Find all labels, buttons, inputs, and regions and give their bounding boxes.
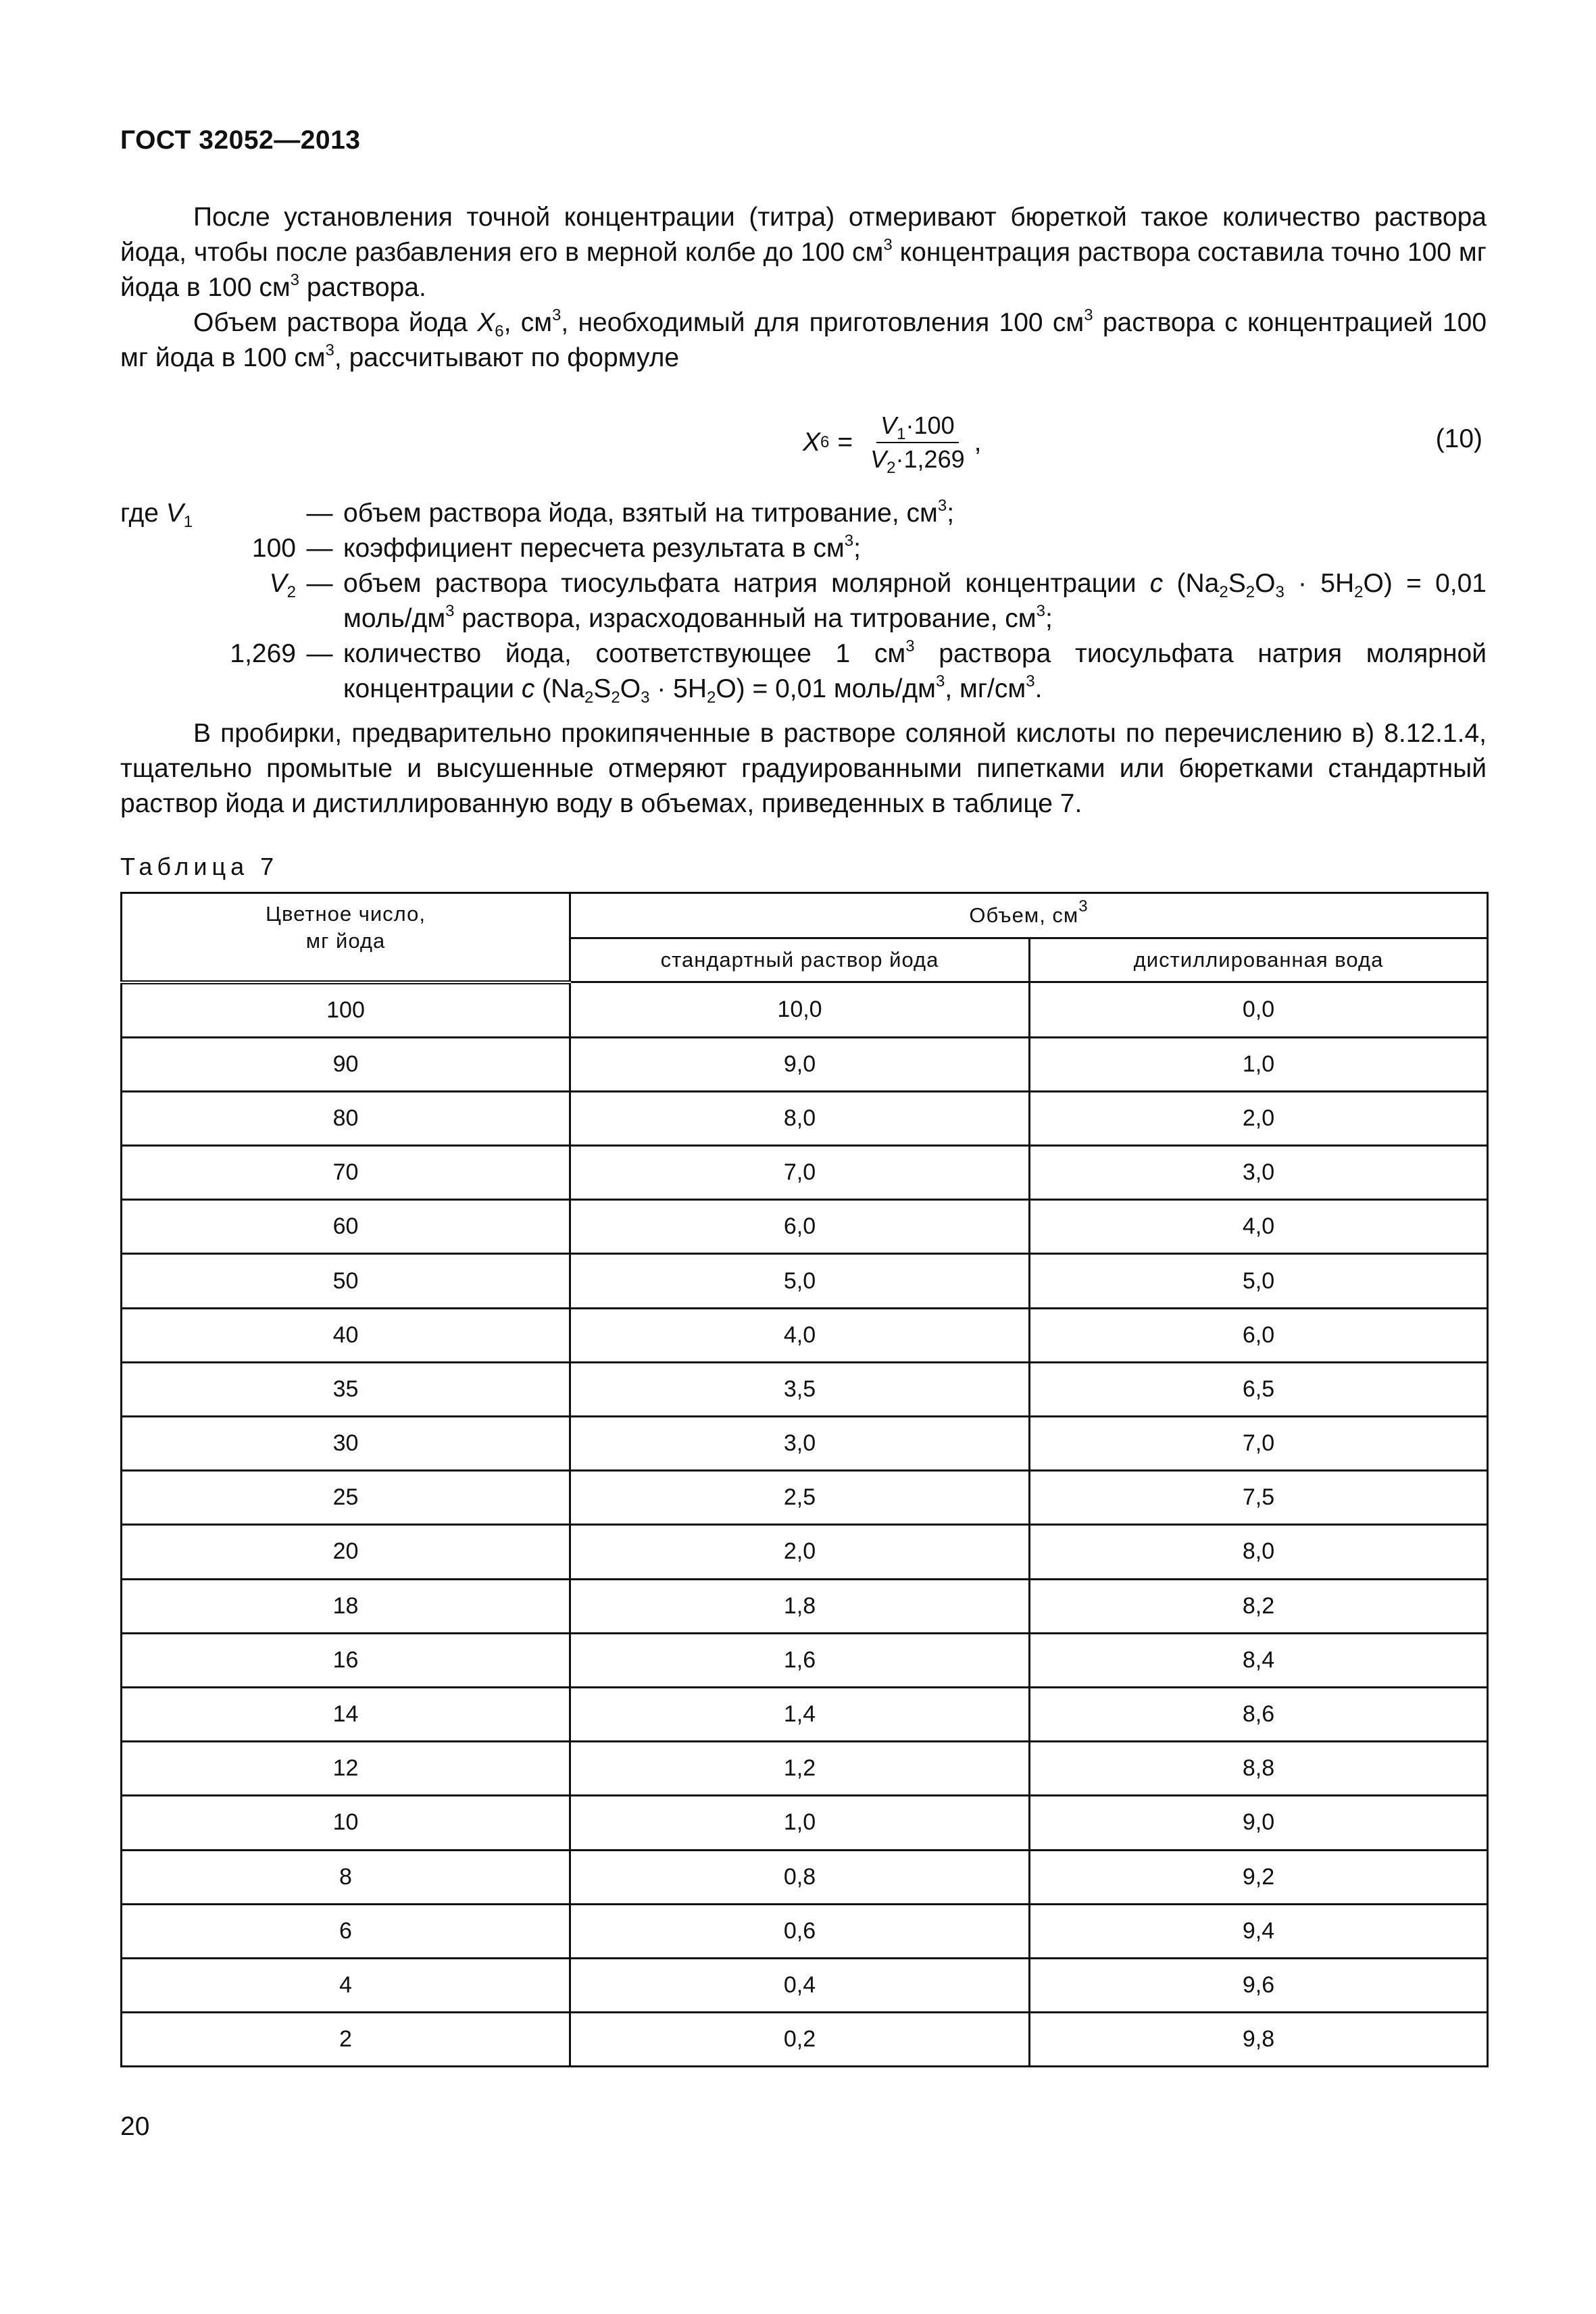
table-row bbox=[122, 1850, 1488, 1904]
cell-iodine-volume: 1,2 bbox=[570, 1742, 1030, 1796]
cell-color-number: 4 bbox=[122, 1958, 570, 2012]
cell-iodine-volume: 2,5 bbox=[570, 1471, 1030, 1525]
cell-iodine-volume: 10,0 bbox=[570, 982, 1030, 1038]
header-color-number: Цветное число, мг йода bbox=[122, 893, 570, 982]
cell-color-number: 16 bbox=[122, 1633, 570, 1687]
cell-color-number: 10 bbox=[122, 1796, 570, 1850]
cell-color-number: 20 bbox=[122, 1525, 570, 1579]
body-paragraphs bbox=[120, 200, 1487, 376]
cell-color-number: 30 bbox=[122, 1417, 570, 1471]
table-row bbox=[122, 1958, 1488, 2012]
cell-color-number: 18 bbox=[122, 1579, 570, 1633]
cell-water-volume: 3,0 bbox=[1030, 1146, 1488, 1200]
cell-iodine-volume: 0,6 bbox=[570, 1904, 1030, 1958]
cell-color-number: 90 bbox=[122, 1037, 570, 1091]
cell-color-number: 14 bbox=[122, 1687, 570, 1741]
cell-color-number: 60 bbox=[122, 1200, 570, 1254]
paragraph-test-tubes: В пробирки, предварительно прокипяченные в растворе соляной кислоты по перечислению в) 8.12.1.4, тщательно промытые и высушенные отмеряют градуированными пипетками или бюретками стандартный раствор йода и дистиллированную воду в объемах, приведенных в таблице 7. bbox=[120, 719, 1487, 818]
cell-iodine-volume: 4,0 bbox=[570, 1308, 1030, 1362]
definition-100: 100 — коэффициент пересчета результата в $см^3$; bbox=[251, 532, 861, 563]
cell-color-number: 25 bbox=[122, 1471, 570, 1525]
table-row bbox=[122, 2013, 1488, 2067]
cell-water-volume: 8,4 bbox=[1030, 1633, 1488, 1687]
header-distilled-water: дистиллированная вода bbox=[1030, 938, 1488, 982]
cell-water-volume: 6,5 bbox=[1030, 1362, 1488, 1416]
cell-color-number: 12 bbox=[122, 1742, 570, 1796]
cell-iodine-volume: 6,0 bbox=[570, 1200, 1030, 1254]
cell-water-volume: 6,0 bbox=[1030, 1308, 1488, 1362]
table-row bbox=[122, 1633, 1488, 1687]
cell-iodine-volume: 3,0 bbox=[570, 1417, 1030, 1471]
table-row bbox=[122, 1904, 1488, 1958]
table-row bbox=[122, 1417, 1488, 1471]
table-row bbox=[122, 1579, 1488, 1633]
cell-water-volume: 8,2 bbox=[1030, 1579, 1488, 1633]
page-number: 20 bbox=[120, 2112, 150, 2141]
cell-water-volume: 9,2 bbox=[1030, 1850, 1488, 1904]
cell-iodine-volume: 1,4 bbox=[570, 1687, 1030, 1741]
cell-iodine-volume: 1,6 bbox=[570, 1633, 1030, 1687]
document-header: ГОСТ 32052—2013 bbox=[120, 126, 361, 155]
formula-expression: X 6 = $\frac{V_1\cdot 100}{V_2\cdot 1,269}$ , bbox=[803, 411, 982, 477]
cell-color-number: 8 bbox=[122, 1850, 570, 1904]
cell-water-volume: 1,0 bbox=[1030, 1037, 1488, 1091]
formula-number: (10) bbox=[1435, 424, 1482, 453]
cell-color-number: 2 bbox=[122, 2013, 570, 2067]
table-row bbox=[122, 1254, 1488, 1308]
table-row bbox=[122, 1308, 1488, 1362]
cell-iodine-volume: 7,0 bbox=[570, 1146, 1030, 1200]
table-7 bbox=[120, 892, 1489, 2067]
cell-color-number: 40 bbox=[122, 1308, 570, 1362]
table-body bbox=[122, 982, 1488, 2067]
table-row bbox=[122, 1091, 1488, 1145]
table-row bbox=[122, 1525, 1488, 1579]
cell-water-volume: 9,0 bbox=[1030, 1796, 1488, 1850]
cell-water-volume: 9,6 bbox=[1030, 1958, 1488, 2012]
cell-iodine-volume: 0,2 bbox=[570, 2013, 1030, 2067]
cell-water-volume: 4,0 bbox=[1030, 1200, 1488, 1254]
cell-water-volume: 9,4 bbox=[1030, 1904, 1488, 1958]
paragraph-titre: После установления точной концентрации (титра) отмеривают бюреткой такое количество раствора йода, чтобы после разбавления его в мерной колбе до 100 $см^3$ концентрация раствора составила точно 100 мг йода в 100 $см^3$ раствора. bbox=[120, 203, 1487, 302]
cell-iodine-volume: 5,0 bbox=[570, 1254, 1030, 1308]
table-row bbox=[122, 1796, 1488, 1850]
cell-water-volume: 7,5 bbox=[1030, 1471, 1488, 1525]
cell-iodine-volume: 0,8 bbox=[570, 1850, 1030, 1904]
cell-water-volume: 2,0 bbox=[1030, 1091, 1488, 1145]
formula-10 bbox=[120, 404, 1487, 478]
table-caption: Таблица 7 bbox=[120, 853, 279, 880]
cell-water-volume: 8,6 bbox=[1030, 1687, 1488, 1741]
cell-color-number: 50 bbox=[122, 1254, 570, 1308]
cell-iodine-volume: 8,0 bbox=[570, 1091, 1030, 1145]
definition-1269: 1,269 — количество йода, соответствующее 1 $см^3$ раствора тиосульфата натрия молярной концентрации c $(Na_2S_2O_3 \cdot 5H_2O) = 0,01$ моль/$дм^3$, $мг/см^3$. bbox=[230, 637, 1487, 707]
paragraph-volume: Объем раствора йода $X_6$, $см^3$, необходимый для приготовления 100 $см^3$ раствора с концентрацией 100 мг йода в 100 $см^3$, рассчитывают по формуле bbox=[120, 306, 1487, 372]
table-row bbox=[122, 1200, 1488, 1254]
header-iodine-standard: стандартный раствор йода bbox=[570, 938, 1030, 982]
definition-v2: $V_2$ — объем раствора тиосульфата натрия молярной концентрации c $(Na_2S_2O_3 \cdot 5H_2O) = 0,01$ моль/$дм^3$ раствора, израсходованный на титрование, $см^3$; bbox=[269, 569, 1487, 633]
cell-water-volume: 0,0 bbox=[1030, 982, 1488, 1038]
table-row bbox=[122, 1037, 1488, 1091]
cell-water-volume: 8,8 bbox=[1030, 1742, 1488, 1796]
cell-iodine-volume: 1,8 bbox=[570, 1579, 1030, 1633]
cell-iodine-volume: 2,0 bbox=[570, 1525, 1030, 1579]
table-row bbox=[122, 982, 1488, 1038]
cell-color-number: 35 bbox=[122, 1362, 570, 1416]
cell-iodine-volume: 1,0 bbox=[570, 1796, 1030, 1850]
paragraph-test-tubes-block bbox=[120, 716, 1487, 822]
cell-color-number: 6 bbox=[122, 1904, 570, 1958]
table-row bbox=[122, 1471, 1488, 1525]
definition-v1: где $V_1$ — объем раствора йода, взятый на титрование, $см^3$; bbox=[120, 497, 955, 531]
cell-iodine-volume: 3,5 bbox=[570, 1362, 1030, 1416]
cell-color-number: 100 bbox=[122, 982, 570, 1038]
cell-color-number: 80 bbox=[122, 1091, 570, 1145]
cell-water-volume: 8,0 bbox=[1030, 1525, 1488, 1579]
header-volume: Объем, $см^3$ bbox=[570, 893, 1488, 938]
cell-water-volume: 7,0 bbox=[1030, 1417, 1488, 1471]
cell-color-number: 70 bbox=[122, 1146, 570, 1200]
cell-water-volume: 9,8 bbox=[1030, 2013, 1488, 2067]
cell-water-volume: 5,0 bbox=[1030, 1254, 1488, 1308]
table-row bbox=[122, 1146, 1488, 1200]
table-row bbox=[122, 1742, 1488, 1796]
cell-iodine-volume: 0,4 bbox=[570, 1958, 1030, 2012]
cell-iodine-volume: 9,0 bbox=[570, 1037, 1030, 1091]
table-row bbox=[122, 1687, 1488, 1741]
variable-definitions bbox=[120, 496, 1487, 707]
formula-fraction: $\frac{V_1\cdot 100}{V_2\cdot 1,269}$ bbox=[870, 411, 965, 477]
table-row bbox=[122, 1362, 1488, 1416]
